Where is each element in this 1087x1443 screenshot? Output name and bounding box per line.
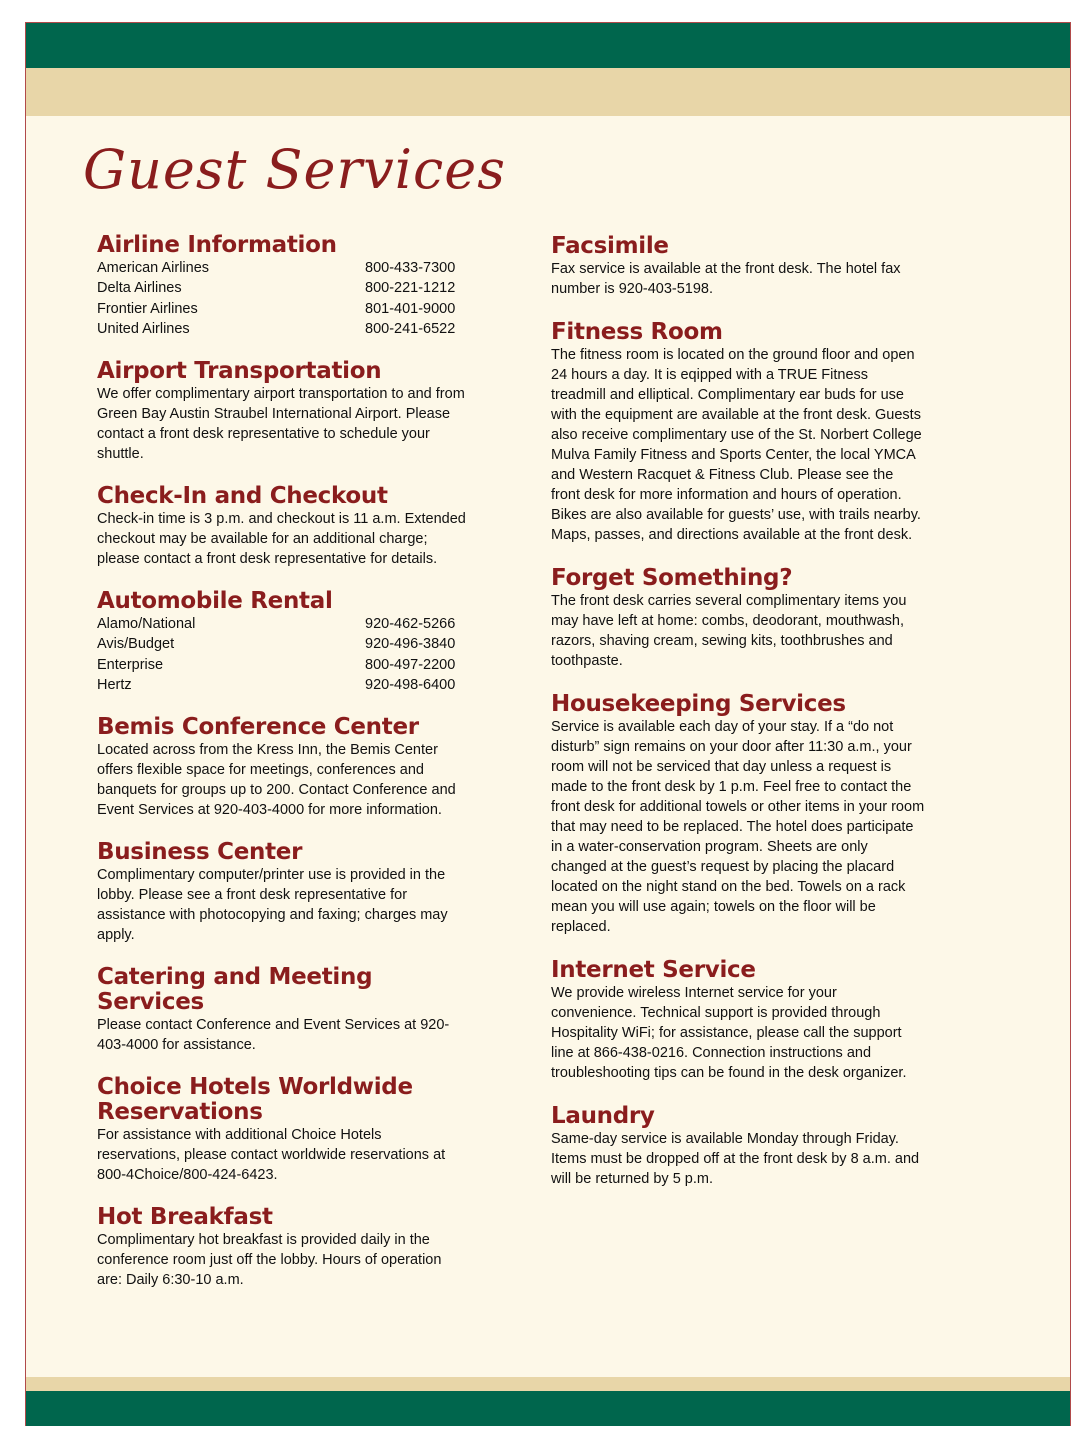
section-heading: Hot Breakfast (97, 1204, 273, 1231)
section-catering (97, 965, 467, 1055)
section-heading: Airline Information (97, 232, 337, 258)
section-heading: Automobile Rental (97, 588, 333, 615)
section-check-in (97, 484, 467, 569)
airline-phone: 800-241-6522 (365, 320, 456, 337)
airline-name: American Airlines (97, 260, 210, 276)
bottom-green-band (26, 1391, 1070, 1426)
section-choice-hotels (97, 1075, 467, 1185)
section-body: Complimentary computer/printer use is provided in the lobby. Please see a front desk representative for assistance with photocopying and faxing; charges may apply. (97, 867, 448, 944)
page-title: Guest Services (83, 138, 506, 201)
rental-name: Enterprise (97, 656, 164, 673)
rental-phone: 920-498-6400 (365, 677, 456, 694)
rental-phone: 920-496-3840 (365, 636, 456, 653)
airline-phone: 800-221-1212 (365, 280, 456, 297)
section-body: We offer complimentary airport transportation to and from Green Bay Austin Straubel International Airport. Please contact a front desk representative to schedule your shuttle. (97, 386, 465, 463)
table-row (97, 614, 467, 634)
section-body: Service is available each day of your stay. If a “do not disturb” sign remains on your door after 11:30 a.m., your room will not be serviced that day unless a request is made to the front desk by 1 p.m. Feel free to contact the front desk for additional towels or other items in your room that may need to be replaced. The hotel does participate in a water-conservation program. Sheets are only changed at the guest’s request by placing the placard located on the night stand on the bed. Towels on a rack mean you will use again; towels on the floor will be replaced. (551, 719, 925, 935)
section-heading: Housekeeping Services (551, 691, 846, 717)
section-airline-information (97, 233, 467, 339)
table-row (97, 319, 467, 339)
rental-phone: 800-497-2200 (365, 656, 456, 673)
table-row (97, 655, 467, 675)
section-laundry (551, 1104, 926, 1189)
section-hot-breakfast (97, 1205, 467, 1290)
table-row (97, 258, 467, 278)
rental-phone: 920-462-5266 (365, 616, 456, 633)
section-heading: Laundry (551, 1103, 655, 1129)
table-row (97, 634, 467, 654)
page-card (25, 22, 1071, 1426)
airline-phone: 801-401-9000 (365, 300, 456, 317)
section-internet-service (551, 958, 926, 1083)
section-heading: Choice Hotels Worldwide Reservations (97, 1074, 413, 1126)
section-business-center (97, 840, 467, 945)
section-heading: Fitness Room (551, 319, 723, 345)
section-body: Located across from the Kress Inn, the Bemis Center offers flexible space for meetings, conferences and banquets for groups up to 200. Contact Conference and Event Services at 920-403-4000 for more information. (97, 742, 456, 819)
rental-name: Hertz (97, 677, 132, 694)
section-body: For assistance with additional Choice Hotels reservations, please contact worldwide reservations at 800-4Choice/800-424-6423. (97, 1127, 446, 1184)
section-body: Complimentary hot breakfast is provided daily in the conference room just off the lobby. Hours of operation are: Daily 6:30-10 a.m. (97, 1232, 442, 1289)
section-heading: Airport Transportation (97, 358, 382, 385)
section-heading: Check-In and Checkout (97, 483, 388, 510)
airline-name: United Airlines (97, 320, 190, 337)
section-airport-transportation (97, 359, 467, 464)
section-body: The front desk carries several complimentary items you may have left at home: combs, deodorant, mouthwash, razors, shaving cream, sewing kits, toothbrushes and toothpaste. (551, 593, 907, 669)
airline-name: Delta Airlines (97, 280, 182, 297)
table-row (97, 278, 467, 298)
section-bemis-conference (97, 715, 467, 820)
section-body: Check-in time is 3 p.m. and checkout is 11 a.m. Extended checkout may be available for an additional charge; please contact a front desk representative for details. (97, 511, 466, 568)
section-housekeeping (551, 692, 926, 937)
rental-name: Alamo/National (97, 616, 196, 633)
section-body: We provide wireless Internet service for your convenience. Technical support is provided through Hospitality WiFi; for assistance, please call the support line at 866-438-0216. Connection instructions and troubleshooting tips can be found in the desk organizer. (551, 985, 907, 1081)
section-heading: Bemis Conference Center (97, 714, 419, 741)
bottom-tan-band (26, 1377, 1070, 1391)
top-green-band (26, 23, 1070, 68)
section-heading: Forget Something? (551, 565, 793, 591)
table-row (97, 675, 467, 695)
top-tan-band (26, 68, 1070, 116)
airline-phone: 800-433-7300 (365, 260, 456, 276)
left-column (97, 233, 467, 1310)
section-body: The fitness room is located on the ground floor and open 24 hours a day. It is eqipped with a TRUE Fitness treadmill and elliptical. Complimentary ear buds for use with the equipment are available at the front desk. Guests also receive complimentary use of the St. Norbert College Mulva Family Fitness and Sports Center, the local YMCA and Western Racquet & Fitness Club. Please see the front desk for more information and hours of operation. Bikes are also available for guests’ use, with trails nearby. Maps, passes, and directions available at the front desk. (551, 347, 922, 543)
section-automobile-rental (97, 589, 467, 695)
section-heading: Facsimile (551, 233, 669, 259)
rental-name: Avis/Budget (97, 636, 175, 653)
table-row (97, 299, 467, 319)
section-body: Please contact Conference and Event Services at 920-403-4000 for assistance. (97, 1017, 450, 1054)
section-forget-something (551, 566, 926, 671)
airline-name: Frontier Airlines (97, 300, 198, 317)
section-heading: Internet Service (551, 957, 756, 983)
section-facsimile (551, 234, 926, 299)
section-body: Fax service is available at the front desk. The hotel fax number is 920-403-5198. (551, 261, 901, 297)
section-heading: Business Center (97, 839, 303, 866)
section-fitness-room (551, 320, 926, 545)
right-column (551, 234, 926, 1210)
section-heading: Catering and Meeting Services (97, 964, 373, 1016)
section-body: Same-day service is available Monday through Friday. Items must be dropped off at the front desk by 8 a.m. and will be returned by 5 p.m. (551, 1131, 920, 1187)
